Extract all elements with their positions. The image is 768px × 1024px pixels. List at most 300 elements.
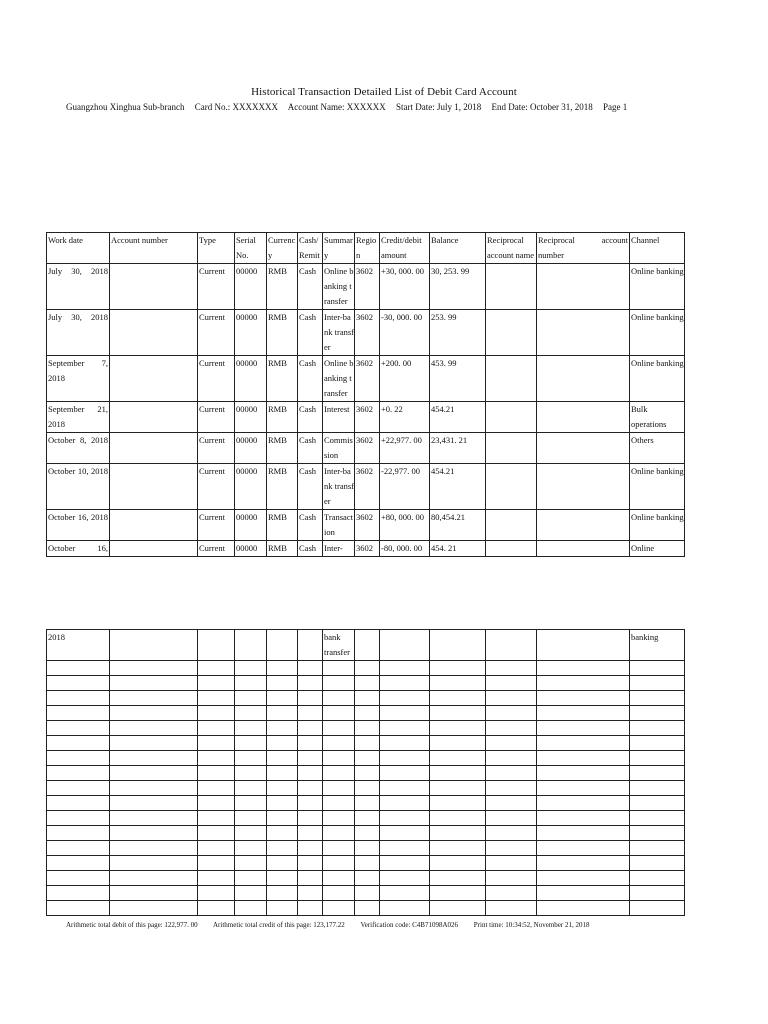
cell-region: 3602 [355, 310, 380, 356]
empty-cell [298, 796, 323, 811]
empty-cell [235, 781, 267, 796]
table-row-empty [47, 766, 685, 781]
empty-cell [486, 661, 537, 676]
empty-cell [355, 751, 380, 766]
cell-account [110, 510, 198, 541]
cell-channel: Online banking [630, 264, 685, 310]
cell-balance: 30, 253. 99 [430, 264, 486, 310]
empty-cell [110, 766, 198, 781]
cell-type: Current [198, 433, 235, 464]
cell-type: Current [198, 356, 235, 402]
cell-currency [267, 630, 298, 661]
empty-cell [267, 766, 298, 781]
header-balance: Balance [430, 233, 486, 264]
branch-name: Guangzhou Xinghua Sub-branch [66, 102, 185, 112]
empty-cell [630, 796, 685, 811]
empty-cell [267, 721, 298, 736]
empty-cell [198, 676, 235, 691]
table-row-empty [47, 721, 685, 736]
empty-cell [355, 766, 380, 781]
empty-cell [110, 721, 198, 736]
empty-cell [198, 781, 235, 796]
cell-balance: 454. 21 [430, 541, 486, 557]
cell-account [110, 630, 198, 661]
empty-cell [630, 841, 685, 856]
table-row-empty [47, 901, 685, 916]
empty-cell [355, 826, 380, 841]
cell-serial [235, 630, 267, 661]
cell-amount: -80, 000. 00 [380, 541, 430, 557]
empty-cell [298, 856, 323, 871]
empty-cell [355, 811, 380, 826]
cell-currency: RMB [267, 310, 298, 356]
empty-cell [198, 796, 235, 811]
empty-cell [537, 826, 630, 841]
table-row-empty [47, 781, 685, 796]
header-reciprocal-number-part-a: Reciprocal [538, 235, 575, 245]
transaction-table [46, 232, 685, 557]
empty-cell [235, 901, 267, 916]
empty-cell [537, 736, 630, 751]
empty-cell [47, 871, 110, 886]
empty-cell [380, 826, 430, 841]
header-reciprocal-name: Reciprocal account name [486, 233, 537, 264]
table-row-empty [47, 886, 685, 901]
total-credit: Arithmetic total credit of this page: 123,177.22 [213, 921, 345, 929]
empty-cell [537, 661, 630, 676]
empty-cell [323, 751, 355, 766]
empty-cell [537, 811, 630, 826]
empty-cell [298, 811, 323, 826]
empty-cell [198, 886, 235, 901]
empty-cell [630, 826, 685, 841]
empty-cell [47, 796, 110, 811]
transaction-table-top-section [0, 116, 768, 553]
table-row [47, 433, 685, 464]
empty-cell [430, 901, 486, 916]
cell-balance [430, 630, 486, 661]
empty-cell [267, 901, 298, 916]
empty-cell [323, 841, 355, 856]
table-row [47, 510, 685, 541]
empty-cell [486, 781, 537, 796]
empty-cell [537, 706, 630, 721]
cell-channel: banking [630, 630, 685, 661]
cell-recip-num [537, 433, 630, 464]
empty-cell [298, 766, 323, 781]
cell-recip-name [486, 541, 537, 557]
empty-cell [486, 811, 537, 826]
empty-cell [380, 796, 430, 811]
cell-region: 3602 [355, 464, 380, 510]
empty-cell [486, 826, 537, 841]
cell-cash: Cash [298, 433, 323, 464]
empty-cell [380, 886, 430, 901]
header-reciprocal-number-part-b: account [601, 235, 628, 245]
empty-cell [355, 691, 380, 706]
cell-balance: 253. 99 [430, 310, 486, 356]
empty-cell [355, 886, 380, 901]
cell-amount: +30, 000. 00 [380, 264, 430, 310]
empty-cell [267, 796, 298, 811]
table-row [47, 464, 685, 510]
empty-cell [486, 841, 537, 856]
cell-serial: 00000 [235, 356, 267, 402]
empty-cell [630, 661, 685, 676]
empty-cell [537, 856, 630, 871]
table-row-empty [47, 856, 685, 871]
empty-cell [380, 751, 430, 766]
empty-cell [380, 676, 430, 691]
empty-cell [630, 691, 685, 706]
cell-recip-num [537, 356, 630, 402]
cell-cash: Cash [298, 464, 323, 510]
empty-cell [198, 856, 235, 871]
empty-cell [298, 691, 323, 706]
empty-cell [486, 736, 537, 751]
empty-cell [47, 691, 110, 706]
cell-channel: Online banking [630, 310, 685, 356]
table-row-empty [47, 811, 685, 826]
empty-cell [630, 856, 685, 871]
empty-cell [380, 781, 430, 796]
empty-cell [537, 796, 630, 811]
empty-cell [47, 811, 110, 826]
empty-cell [47, 841, 110, 856]
table-row-empty [47, 871, 685, 886]
empty-cell [298, 661, 323, 676]
table-row-continued [47, 630, 685, 661]
empty-cell [198, 766, 235, 781]
cell-serial: 00000 [235, 402, 267, 433]
cell-cash: Cash [298, 356, 323, 402]
empty-cell [267, 811, 298, 826]
empty-cell [298, 721, 323, 736]
cell-serial: 00000 [235, 541, 267, 557]
table-row-empty [47, 661, 685, 676]
cell-channel: Online [630, 541, 685, 557]
empty-cell [430, 886, 486, 901]
empty-cell [235, 856, 267, 871]
empty-cell [47, 886, 110, 901]
empty-cell [235, 751, 267, 766]
empty-cell [235, 736, 267, 751]
empty-cell [380, 721, 430, 736]
empty-cell [110, 736, 198, 751]
cell-work-date: September 7, 2018 [47, 356, 110, 402]
cell-work-date: July 30, 2018 [47, 264, 110, 310]
empty-cell [430, 751, 486, 766]
cell-summary: Inter-bank transfer [323, 464, 355, 510]
cell-amount: +80, 000. 00 [380, 510, 430, 541]
empty-cell [298, 826, 323, 841]
empty-cell [323, 736, 355, 751]
header-cash-remit: Cash/ Remit [298, 233, 323, 264]
empty-cell [267, 691, 298, 706]
header-work-date: Work date [47, 233, 110, 264]
empty-cell [235, 676, 267, 691]
cell-amount: -22,977. 00 [380, 464, 430, 510]
empty-cell [267, 886, 298, 901]
empty-cell [235, 691, 267, 706]
empty-cell [355, 901, 380, 916]
empty-cell [47, 676, 110, 691]
empty-cell [198, 751, 235, 766]
cell-recip-name [486, 464, 537, 510]
cell-currency: RMB [267, 510, 298, 541]
empty-cell [47, 766, 110, 781]
cell-work-date: October 16, 2018 [47, 510, 110, 541]
start-date: Start Date: July 1, 2018 [395, 102, 482, 112]
cell-type: Current [198, 264, 235, 310]
end-date: End Date: October 31, 2018 [491, 102, 593, 112]
empty-cell [537, 901, 630, 916]
cell-cash: Cash [298, 310, 323, 356]
cell-recip-name [486, 630, 537, 661]
empty-cell [47, 751, 110, 766]
transaction-table-continued [46, 629, 685, 916]
cell-currency: RMB [267, 264, 298, 310]
empty-cell [47, 901, 110, 916]
empty-cell [486, 796, 537, 811]
cell-type: Current [198, 464, 235, 510]
empty-cell [47, 781, 110, 796]
cell-serial: 00000 [235, 433, 267, 464]
empty-cell [323, 766, 355, 781]
table-row [47, 356, 685, 402]
account-name: Account Name: XXXXXX [287, 102, 386, 112]
empty-cell [47, 736, 110, 751]
empty-cell [430, 706, 486, 721]
empty-cell [355, 841, 380, 856]
empty-cell [235, 706, 267, 721]
empty-cell [235, 826, 267, 841]
empty-cell [198, 736, 235, 751]
empty-cell [110, 796, 198, 811]
empty-cell [380, 736, 430, 751]
empty-cell [198, 901, 235, 916]
empty-cell [355, 796, 380, 811]
cell-account [110, 402, 198, 433]
empty-cell [430, 736, 486, 751]
empty-cell [486, 901, 537, 916]
empty-cell [323, 781, 355, 796]
empty-cell [630, 706, 685, 721]
empty-cell [355, 721, 380, 736]
empty-cell [537, 751, 630, 766]
empty-cell [380, 871, 430, 886]
cell-type: Current [198, 510, 235, 541]
table-row-empty [47, 796, 685, 811]
cell-region: 3602 [355, 402, 380, 433]
empty-cell [355, 676, 380, 691]
cell-currency: RMB [267, 541, 298, 557]
cell-work-date: September 21, 2018 [47, 402, 110, 433]
empty-cell [110, 706, 198, 721]
header-reciprocal-number [537, 233, 630, 264]
empty-cell [430, 796, 486, 811]
cell-region: 3602 [355, 264, 380, 310]
cell-summary: Commission [323, 433, 355, 464]
empty-cell [198, 661, 235, 676]
document-title: Historical Transaction Detailed List of Debit Card Account [251, 86, 517, 98]
table-row-empty [47, 751, 685, 766]
empty-cell [355, 871, 380, 886]
cell-recip-name [486, 310, 537, 356]
empty-cell [630, 901, 685, 916]
table-row-empty [47, 676, 685, 691]
print-time: Print time: 10:34:52, November 21, 2018 [473, 921, 590, 929]
empty-cell [235, 871, 267, 886]
cell-balance: 454.21 [430, 402, 486, 433]
empty-cell [298, 886, 323, 901]
empty-cell [110, 661, 198, 676]
empty-cell [198, 691, 235, 706]
empty-cell [537, 676, 630, 691]
cell-recip-num [537, 464, 630, 510]
empty-cell [110, 856, 198, 871]
cell-serial: 00000 [235, 310, 267, 356]
empty-cell [198, 811, 235, 826]
table-row-empty [47, 826, 685, 841]
empty-cell [235, 796, 267, 811]
empty-cell [267, 826, 298, 841]
empty-cell [486, 856, 537, 871]
empty-cell [380, 841, 430, 856]
empty-cell [537, 841, 630, 856]
cell-recip-num [537, 630, 630, 661]
empty-cell [380, 766, 430, 781]
empty-cell [298, 751, 323, 766]
empty-cell [198, 706, 235, 721]
cell-account [110, 356, 198, 402]
empty-cell [486, 766, 537, 781]
cell-work-date: October 10, 2018 [47, 464, 110, 510]
empty-cell [323, 856, 355, 871]
cell-channel: Others [630, 433, 685, 464]
empty-cell [323, 826, 355, 841]
empty-cell [267, 706, 298, 721]
cell-serial: 00000 [235, 464, 267, 510]
cell-recip-num [537, 310, 630, 356]
empty-cell [323, 811, 355, 826]
cell-type: Current [198, 310, 235, 356]
empty-cell [198, 721, 235, 736]
cell-balance: 80,454.21 [430, 510, 486, 541]
cell-summary: Online banking transfer [323, 356, 355, 402]
cell-account [110, 264, 198, 310]
empty-cell [235, 766, 267, 781]
empty-cell [47, 661, 110, 676]
header-currency: Currency [267, 233, 298, 264]
cell-recip-name [486, 433, 537, 464]
cell-account [110, 310, 198, 356]
cell-channel: Online banking [630, 510, 685, 541]
cell-summary: Inter- [323, 541, 355, 557]
cell-recip-num [537, 264, 630, 310]
empty-cell [380, 691, 430, 706]
empty-cell [235, 661, 267, 676]
cell-amount [380, 630, 430, 661]
header-summary: Summary [323, 233, 355, 264]
cell-currency: RMB [267, 356, 298, 402]
table-row-empty [47, 736, 685, 751]
empty-cell [298, 706, 323, 721]
empty-cell [486, 751, 537, 766]
page-footer [66, 921, 603, 929]
table-row [47, 310, 685, 356]
empty-cell [323, 706, 355, 721]
empty-cell [380, 856, 430, 871]
cell-summary: Online banking transfer [323, 264, 355, 310]
empty-cell [380, 811, 430, 826]
cell-channel: Bulk operations [630, 402, 685, 433]
empty-cell [235, 886, 267, 901]
empty-cell [630, 766, 685, 781]
cell-recip-name [486, 402, 537, 433]
total-debit: Arithmetic total debit of this page: 122,977. 00 [66, 921, 198, 929]
empty-cell [298, 676, 323, 691]
empty-cell [323, 661, 355, 676]
cell-recip-name [486, 264, 537, 310]
empty-cell [198, 826, 235, 841]
table-row-empty [47, 706, 685, 721]
empty-cell [298, 736, 323, 751]
empty-cell [380, 661, 430, 676]
cell-region: 3602 [355, 510, 380, 541]
empty-cell [298, 781, 323, 796]
cell-serial: 00000 [235, 510, 267, 541]
empty-cell [486, 676, 537, 691]
cell-cash: Cash [298, 264, 323, 310]
cell-work-date: October 16, [47, 541, 110, 557]
empty-cell [267, 841, 298, 856]
header-region: Region [355, 233, 380, 264]
cell-summary: Transaction [323, 510, 355, 541]
empty-cell [355, 781, 380, 796]
table-row [47, 264, 685, 310]
empty-cell [323, 691, 355, 706]
empty-cell [110, 811, 198, 826]
empty-cell [486, 706, 537, 721]
empty-cell [323, 721, 355, 736]
empty-cell [235, 811, 267, 826]
cell-summary: Interest [323, 402, 355, 433]
empty-cell [486, 871, 537, 886]
cell-cash: Cash [298, 541, 323, 557]
empty-cell [630, 736, 685, 751]
cell-work-date: July 30, 2018 [47, 310, 110, 356]
empty-cell [267, 871, 298, 886]
empty-cell [323, 886, 355, 901]
cell-recip-name [486, 356, 537, 402]
empty-cell [267, 736, 298, 751]
table-header-row [47, 233, 685, 264]
empty-cell [355, 856, 380, 871]
empty-cell [430, 721, 486, 736]
cell-recip-num [537, 541, 630, 557]
table-row-empty [47, 691, 685, 706]
empty-cell [298, 901, 323, 916]
empty-cell [267, 781, 298, 796]
header-credit-debit: Credit/debit amount [380, 233, 430, 264]
header-channel: Channel [630, 233, 685, 264]
empty-cell [267, 856, 298, 871]
page-number: Page 1 [602, 102, 628, 112]
empty-cell [537, 886, 630, 901]
empty-cell [198, 871, 235, 886]
empty-cell [298, 871, 323, 886]
